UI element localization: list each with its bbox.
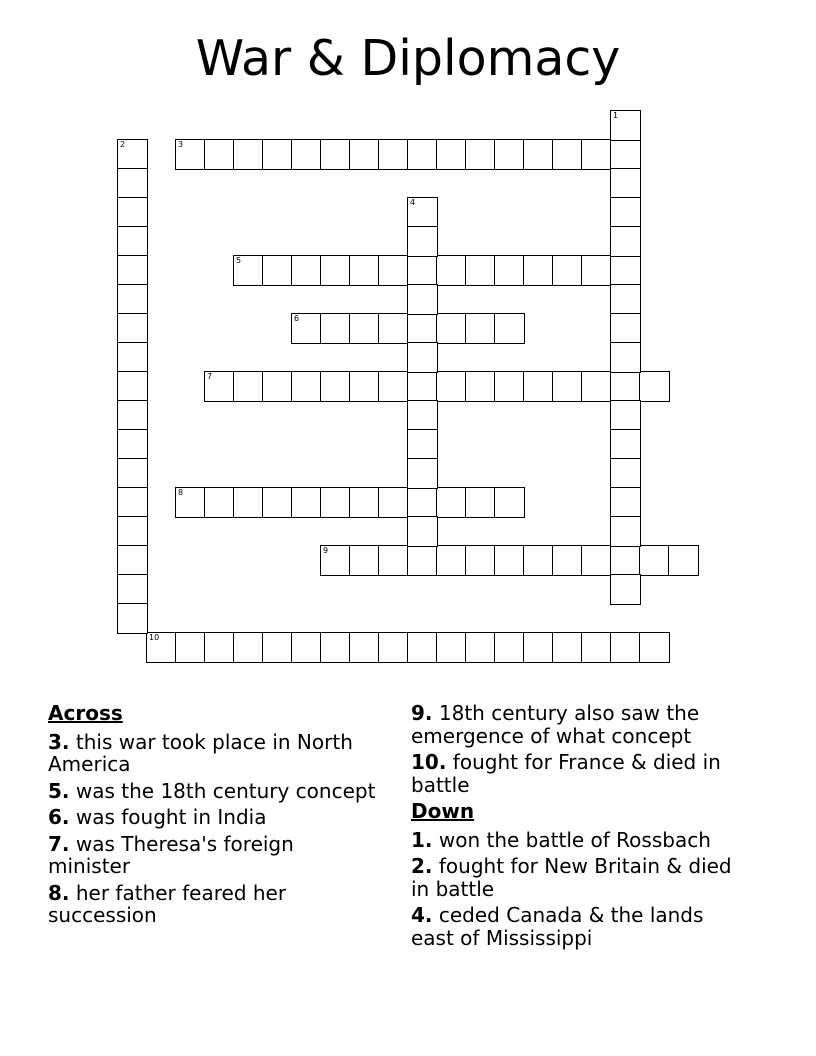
grid-cell[interactable] — [117, 226, 148, 257]
grid-cell[interactable] — [117, 139, 148, 170]
grid-cell[interactable] — [523, 139, 554, 170]
grid-cell[interactable] — [117, 168, 148, 199]
grid-cell[interactable] — [523, 371, 554, 402]
grid-cell[interactable] — [291, 139, 322, 170]
grid-cell[interactable] — [610, 342, 641, 373]
clue-across-9: 9. 18th century also saw the emergence of what concept — [411, 701, 700, 748]
grid-cell[interactable] — [407, 313, 438, 344]
grid-cell[interactable] — [465, 371, 496, 402]
grid-cell[interactable] — [349, 545, 380, 576]
grid-cell[interactable] — [407, 545, 438, 576]
grid-cell[interactable] — [349, 371, 380, 402]
cell-number: 5 — [236, 256, 242, 265]
grid-cell[interactable] — [581, 632, 612, 663]
grid-cell[interactable] — [407, 400, 438, 431]
grid-cell[interactable] — [378, 545, 409, 576]
clue-down-4: 4. ceded Canada & the lands east of Mississippi — [411, 903, 704, 950]
grid-cell[interactable] — [233, 371, 264, 402]
grid-cell[interactable] — [291, 632, 322, 663]
grid-cell[interactable] — [146, 632, 177, 663]
grid-cell[interactable] — [552, 371, 583, 402]
grid-cell[interactable] — [117, 371, 148, 402]
clues-column-right — [411, 702, 751, 953]
grid-cell[interactable] — [465, 632, 496, 663]
clue-across-3: 3. this war took place in North America — [48, 729, 353, 776]
grid-cell[interactable] — [117, 574, 148, 605]
grid-cell[interactable] — [407, 516, 438, 547]
grid-cell[interactable] — [639, 545, 670, 576]
grid-cell[interactable] — [610, 313, 641, 344]
clue-down-2: 2. fought for New Britain & died in battle — [411, 854, 732, 901]
cell-number: 9 — [323, 546, 329, 555]
grid-cell[interactable] — [610, 255, 641, 286]
cell-number: 1 — [613, 111, 619, 120]
grid-cell[interactable] — [320, 487, 351, 518]
grid-cell[interactable] — [233, 139, 264, 170]
grid-cell[interactable] — [204, 371, 235, 402]
grid-cell[interactable] — [407, 197, 438, 228]
cell-number: 4 — [410, 198, 416, 207]
grid-cell[interactable] — [610, 516, 641, 547]
grid-cell[interactable] — [581, 545, 612, 576]
grid-cell[interactable] — [117, 603, 148, 634]
grid-cell[interactable] — [320, 313, 351, 344]
grid-cell[interactable] — [320, 255, 351, 286]
grid-cell[interactable] — [436, 545, 467, 576]
grid-cell[interactable] — [262, 371, 293, 402]
grid-cell[interactable] — [378, 371, 409, 402]
grid-cell[interactable] — [407, 255, 438, 286]
puzzle-title: War & Diplomacy — [195, 30, 621, 87]
grid-cell[interactable] — [233, 255, 264, 286]
grid-cell[interactable] — [320, 139, 351, 170]
grid-cell[interactable] — [117, 313, 148, 344]
grid-cell[interactable] — [465, 313, 496, 344]
cell-number: 6 — [294, 314, 300, 323]
grid-cell[interactable] — [465, 255, 496, 286]
grid-cell[interactable] — [349, 255, 380, 286]
clue-across-6: 6. was fought in India — [48, 805, 267, 829]
grid-cell[interactable] — [291, 313, 322, 344]
grid-cell[interactable] — [436, 139, 467, 170]
grid-cell[interactable] — [117, 516, 148, 547]
cell-number: 10 — [149, 633, 160, 642]
grid-cell[interactable] — [262, 139, 293, 170]
grid-cell[interactable] — [262, 487, 293, 518]
grid-cell[interactable] — [291, 371, 322, 402]
grid-cell[interactable] — [523, 255, 554, 286]
grid-cell[interactable] — [610, 574, 641, 605]
grid-cell[interactable] — [610, 168, 641, 199]
grid-cell[interactable] — [378, 632, 409, 663]
grid-cell[interactable] — [436, 632, 467, 663]
grid-cell[interactable] — [610, 110, 641, 141]
grid-cell[interactable] — [552, 545, 583, 576]
grid-cell[interactable] — [523, 632, 554, 663]
grid-cell[interactable] — [407, 342, 438, 373]
grid-cell[interactable] — [465, 139, 496, 170]
grid-cell[interactable] — [320, 632, 351, 663]
clues-column-left — [48, 702, 378, 931]
grid-cell[interactable] — [581, 371, 612, 402]
grid-cell[interactable] — [436, 487, 467, 518]
clue-down-1: 1. won the battle of Rossbach — [411, 827, 711, 852]
grid-cell[interactable] — [465, 487, 496, 518]
clue-across-7: 7. was Theresa's foreign minister — [48, 831, 294, 878]
cell-number: 3 — [178, 140, 184, 149]
grid-cell[interactable] — [407, 284, 438, 315]
grid-cell[interactable] — [494, 545, 525, 576]
grid-cell[interactable] — [204, 632, 235, 663]
grid-cell[interactable] — [349, 139, 380, 170]
grid-cell[interactable] — [175, 632, 206, 663]
grid-cell[interactable] — [378, 139, 409, 170]
grid-cell[interactable] — [639, 371, 670, 402]
grid-cell[interactable] — [407, 458, 438, 489]
grid-cell[interactable] — [610, 400, 641, 431]
grid-cell[interactable] — [407, 429, 438, 460]
grid-cell[interactable] — [610, 458, 641, 489]
grid-cell[interactable] — [407, 371, 438, 402]
grid-cell[interactable] — [494, 255, 525, 286]
grid-cell[interactable] — [175, 139, 206, 170]
grid-cell[interactable] — [552, 255, 583, 286]
grid-cell[interactable] — [117, 342, 148, 373]
grid-cell[interactable] — [117, 284, 148, 315]
grid-cell[interactable] — [378, 313, 409, 344]
grid-cell[interactable] — [610, 429, 641, 460]
across-heading: Across — [48, 701, 123, 725]
grid-cell[interactable] — [204, 139, 235, 170]
grid-cell[interactable] — [436, 255, 467, 286]
grid-cell[interactable] — [233, 487, 264, 518]
grid-cell[interactable] — [117, 197, 148, 228]
grid-cell[interactable] — [407, 632, 438, 663]
cell-number: 8 — [178, 488, 184, 497]
grid-cell[interactable] — [262, 632, 293, 663]
grid-cell[interactable] — [407, 139, 438, 170]
grid-cell[interactable] — [494, 632, 525, 663]
grid-cell[interactable] — [349, 487, 380, 518]
grid-cell[interactable] — [581, 255, 612, 286]
grid-cell[interactable] — [436, 313, 467, 344]
grid-cell[interactable] — [436, 371, 467, 402]
grid-cell[interactable] — [494, 313, 525, 344]
grid-cell[interactable] — [262, 255, 293, 286]
grid-cell[interactable] — [668, 545, 699, 576]
grid-cell[interactable] — [465, 545, 496, 576]
grid-cell[interactable] — [117, 429, 148, 460]
grid-cell[interactable] — [378, 487, 409, 518]
grid-cell[interactable] — [117, 545, 148, 576]
grid-cell[interactable] — [494, 487, 525, 518]
grid-cell[interactable] — [117, 458, 148, 489]
grid-cell[interactable] — [233, 632, 264, 663]
grid-cell[interactable] — [552, 139, 583, 170]
grid-cell[interactable] — [407, 226, 438, 257]
grid-cell[interactable] — [610, 545, 641, 576]
grid-cell[interactable] — [639, 632, 670, 663]
grid-cell[interactable] — [291, 487, 322, 518]
grid-cell[interactable] — [320, 371, 351, 402]
clue-across-8: 8. her father feared her succession — [48, 880, 287, 927]
grid-cell[interactable] — [117, 487, 148, 518]
grid-cell[interactable] — [349, 313, 380, 344]
grid-cell[interactable] — [291, 255, 322, 286]
grid-cell[interactable] — [494, 371, 525, 402]
grid-cell[interactable] — [494, 139, 525, 170]
grid-cell[interactable] — [610, 284, 641, 315]
grid-cell[interactable] — [610, 487, 641, 518]
grid-cell[interactable] — [610, 371, 641, 402]
grid-cell[interactable] — [117, 255, 148, 286]
down-heading: Down — [411, 799, 475, 823]
grid-cell[interactable] — [610, 139, 641, 170]
grid-cell[interactable] — [610, 226, 641, 257]
grid-cell[interactable] — [204, 487, 235, 518]
clue-across-10: 10. fought for France & died in battle — [411, 750, 721, 797]
cell-number: 2 — [120, 140, 126, 149]
grid-cell[interactable] — [378, 255, 409, 286]
grid-cell[interactable] — [552, 632, 583, 663]
grid-cell[interactable] — [117, 400, 148, 431]
grid-cell[interactable] — [523, 545, 554, 576]
grid-cell[interactable] — [407, 487, 438, 518]
grid-cell[interactable] — [581, 139, 612, 170]
grid-cell[interactable] — [320, 545, 351, 576]
cell-number: 7 — [207, 372, 213, 381]
grid-cell[interactable] — [349, 632, 380, 663]
clue-across-5: 5. was the 18th century concept — [48, 778, 376, 803]
grid-cell[interactable] — [610, 632, 641, 663]
grid-cell[interactable] — [175, 487, 206, 518]
grid-cell[interactable] — [610, 197, 641, 228]
